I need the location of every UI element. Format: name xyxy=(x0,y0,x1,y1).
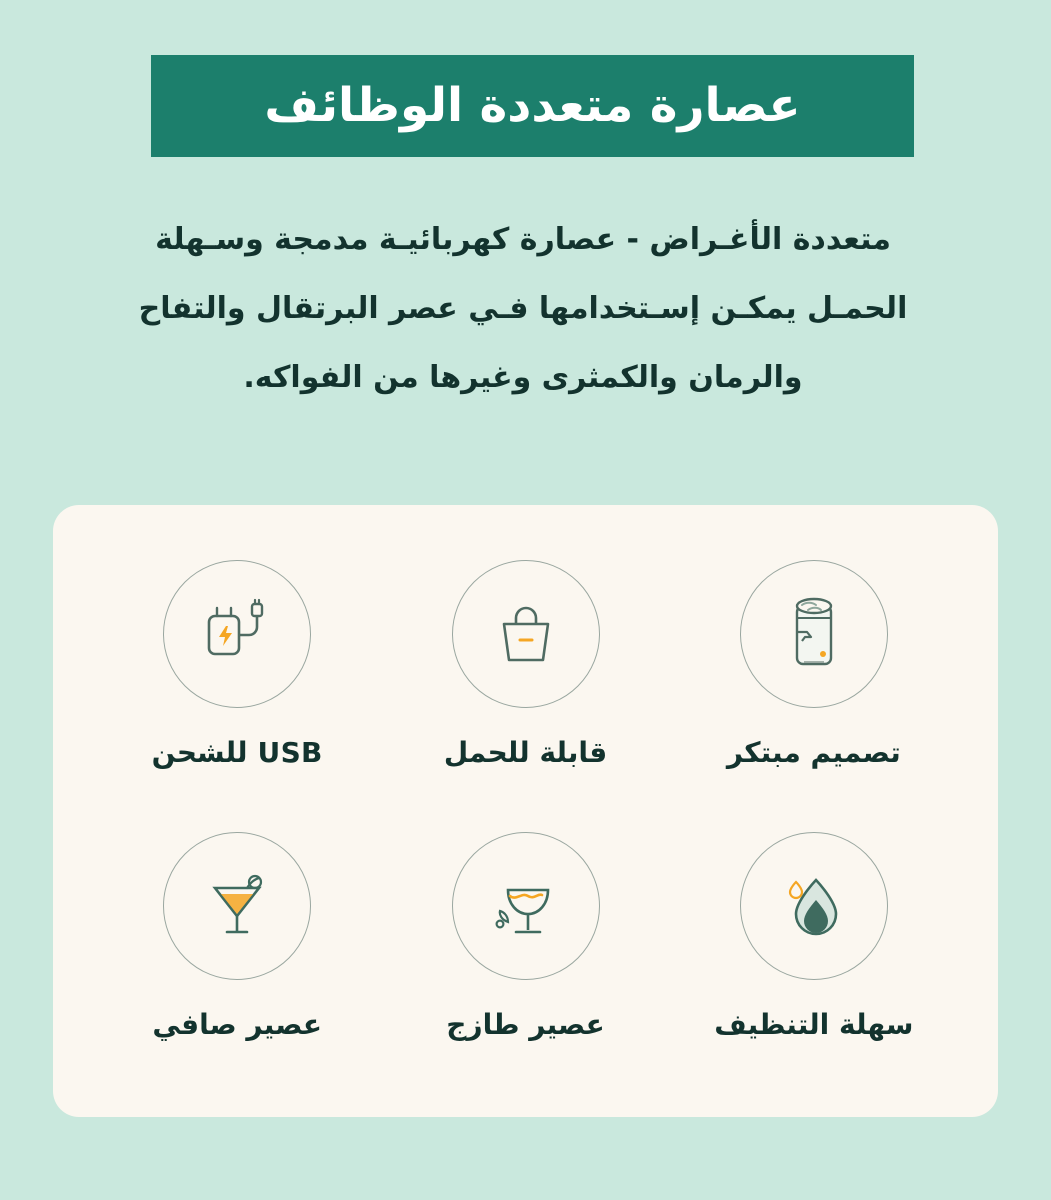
feature-portable xyxy=(381,560,669,824)
features-card xyxy=(53,505,998,1117)
handbag-icon xyxy=(486,594,566,674)
usb-charger-icon xyxy=(195,594,279,674)
feature-label: قابلة للحمل xyxy=(443,736,608,769)
feature-icon-circle xyxy=(452,560,600,708)
feature-icon-circle xyxy=(163,832,311,980)
feature-icon-circle xyxy=(452,832,600,980)
title-banner xyxy=(151,55,914,157)
feature-fresh-juice xyxy=(381,824,669,1088)
features-grid xyxy=(53,505,998,1117)
feature-pure-juice xyxy=(93,824,381,1088)
feature-label: سهلة التنظيف xyxy=(714,1007,914,1041)
wine-glass-icon xyxy=(484,864,568,948)
feature-label: USB للشحن xyxy=(151,736,323,769)
feature-easy-clean xyxy=(670,824,958,1088)
feature-innovative-design xyxy=(670,560,958,824)
feature-label: تصميم مبتكر xyxy=(726,736,901,769)
feature-label: عصير صافي xyxy=(152,1007,322,1041)
feature-label: عصير طازج xyxy=(446,1007,605,1041)
feature-icon-circle xyxy=(740,832,888,980)
blender-jar-icon xyxy=(774,592,854,676)
page-title: عصارة متعددة الوظائف xyxy=(264,78,801,134)
cocktail-glass-icon xyxy=(197,864,277,948)
feature-icon-circle xyxy=(163,560,311,708)
water-drop-icon xyxy=(774,864,854,948)
feature-usb-charging xyxy=(93,560,381,824)
feature-icon-circle xyxy=(740,560,888,708)
intro-paragraph: متعددة الأغـراض - عصارة كهربائيـة مدمجة وسـهلة الحمـل يمكـن إسـتخدامها فـي عصر البرتقال والتفاح والرمان والكمثرى وغيرها من الفواكه. xyxy=(138,222,908,395)
